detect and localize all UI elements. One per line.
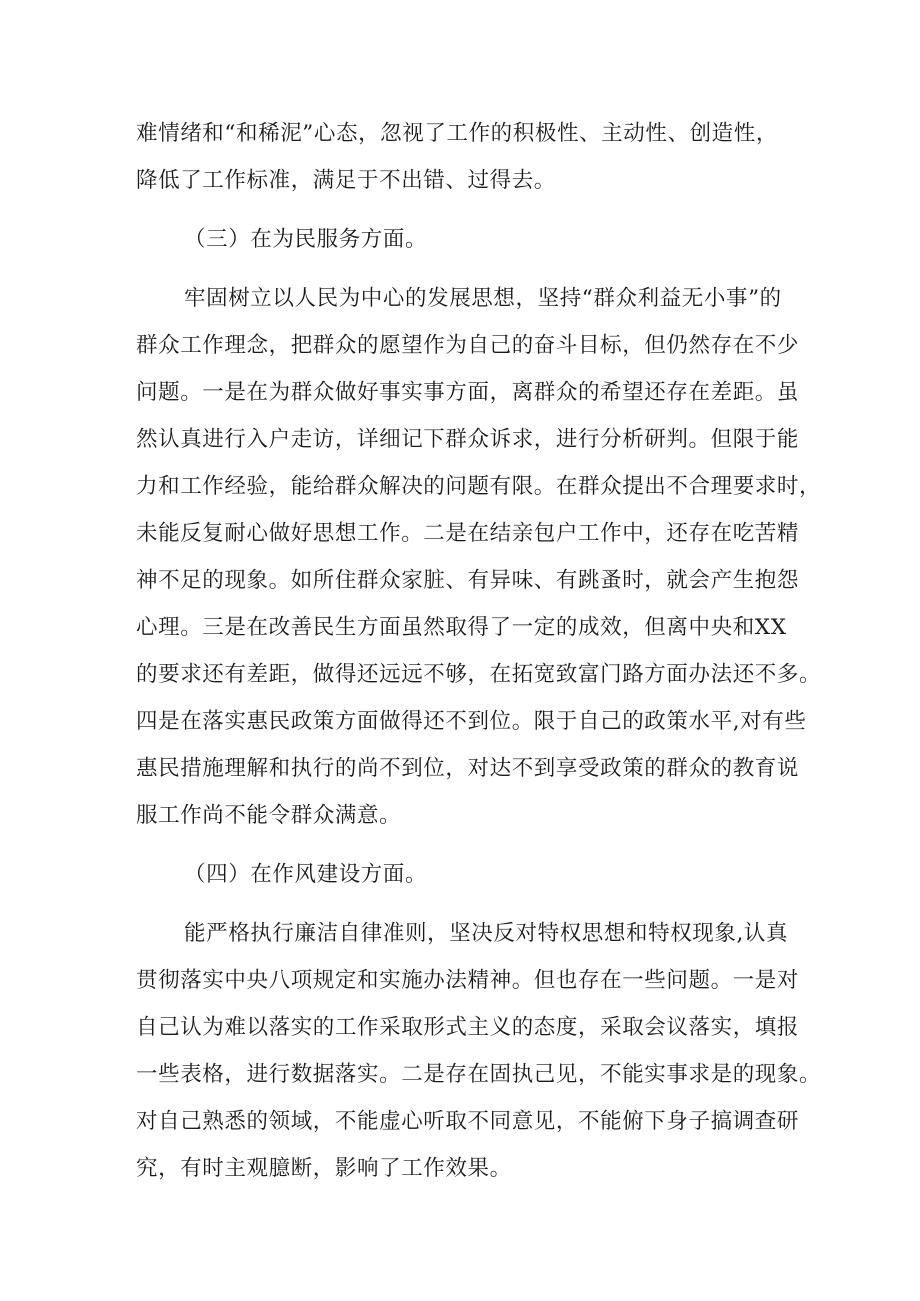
paragraph-line: 惠民措施理解和执行的尚不到位，对达不到享受政策的群众的教育说: [136, 756, 800, 781]
paragraph-line: 的要求还有差距，做得还远远不够，在拓宽致富门路方面办法还不多。: [136, 662, 822, 687]
paragraph-line: 四是在落实惠民政策方面做得还不到位。限于自己的政策水平,对有些: [136, 709, 807, 734]
paragraph-line: 对自己熟悉的领域，不能虚心听取不同意见，不能俯下身子搞调查研: [136, 1109, 800, 1134]
paragraph-line: 力和工作经验，能给群众解决的问题有限。在群众提出不合理要求时，: [136, 474, 822, 499]
paragraph-line: 难情绪和“和稀泥”心态，忽视了工作的积极性、主动性、创造性，: [136, 121, 778, 146]
section-heading-4: （四）在作风建设方面。: [184, 862, 428, 887]
paragraph-line: 服工作尚不能令群众满意。: [136, 803, 402, 828]
paragraph-line: 究，有时主观臆断，影响了工作效果。: [136, 1156, 512, 1181]
paragraph-line: 一些表格，进行数据落实。二是存在固执己见，不能实事求是的现象。: [136, 1062, 822, 1087]
paragraph-line: 能严格执行廉洁自律准则，坚决反对特权思想和特权现象,认真: [184, 921, 789, 946]
paragraph-line: 自己认为难以落实的工作采取形式主义的态度，采取会议落实，填报: [136, 1015, 800, 1040]
paragraph-line: 贯彻落实中央八项规定和实施办法精神。但也存在一些问题。一是对: [136, 968, 800, 993]
paragraph-line: 未能反复耐心做好思想工作。二是在结亲包户工作中，还存在吃苦精: [136, 521, 800, 546]
paragraph-line: 然认真进行入户走访，详细记下群众诉求，进行分析研判。但限于能: [136, 427, 800, 452]
paragraph-line: 问题。一是在为群众做好事实事方面，离群众的希望还存在差距。虽: [136, 380, 800, 405]
paragraph-line: 心理。三是在改善民生方面虽然取得了一定的成效，但离中央和XX: [136, 615, 787, 640]
paragraph-line: 神不足的现象。如所住群众家脏、有异味、有跳蚤时，就会产生抱怨: [136, 568, 800, 593]
paragraph-line: 降低了工作标准，满足于不出错、过得去。: [136, 168, 556, 193]
section-heading-3: （三）在为民服务方面。: [184, 227, 428, 252]
paragraph-line: 牢固树立以人民为中心的发展思想，坚持“群众利益无小事”的: [184, 286, 782, 311]
paragraph-line: 群众工作理念，把群众的愿望作为自己的奋斗目标，但仍然存在不少: [136, 333, 800, 358]
